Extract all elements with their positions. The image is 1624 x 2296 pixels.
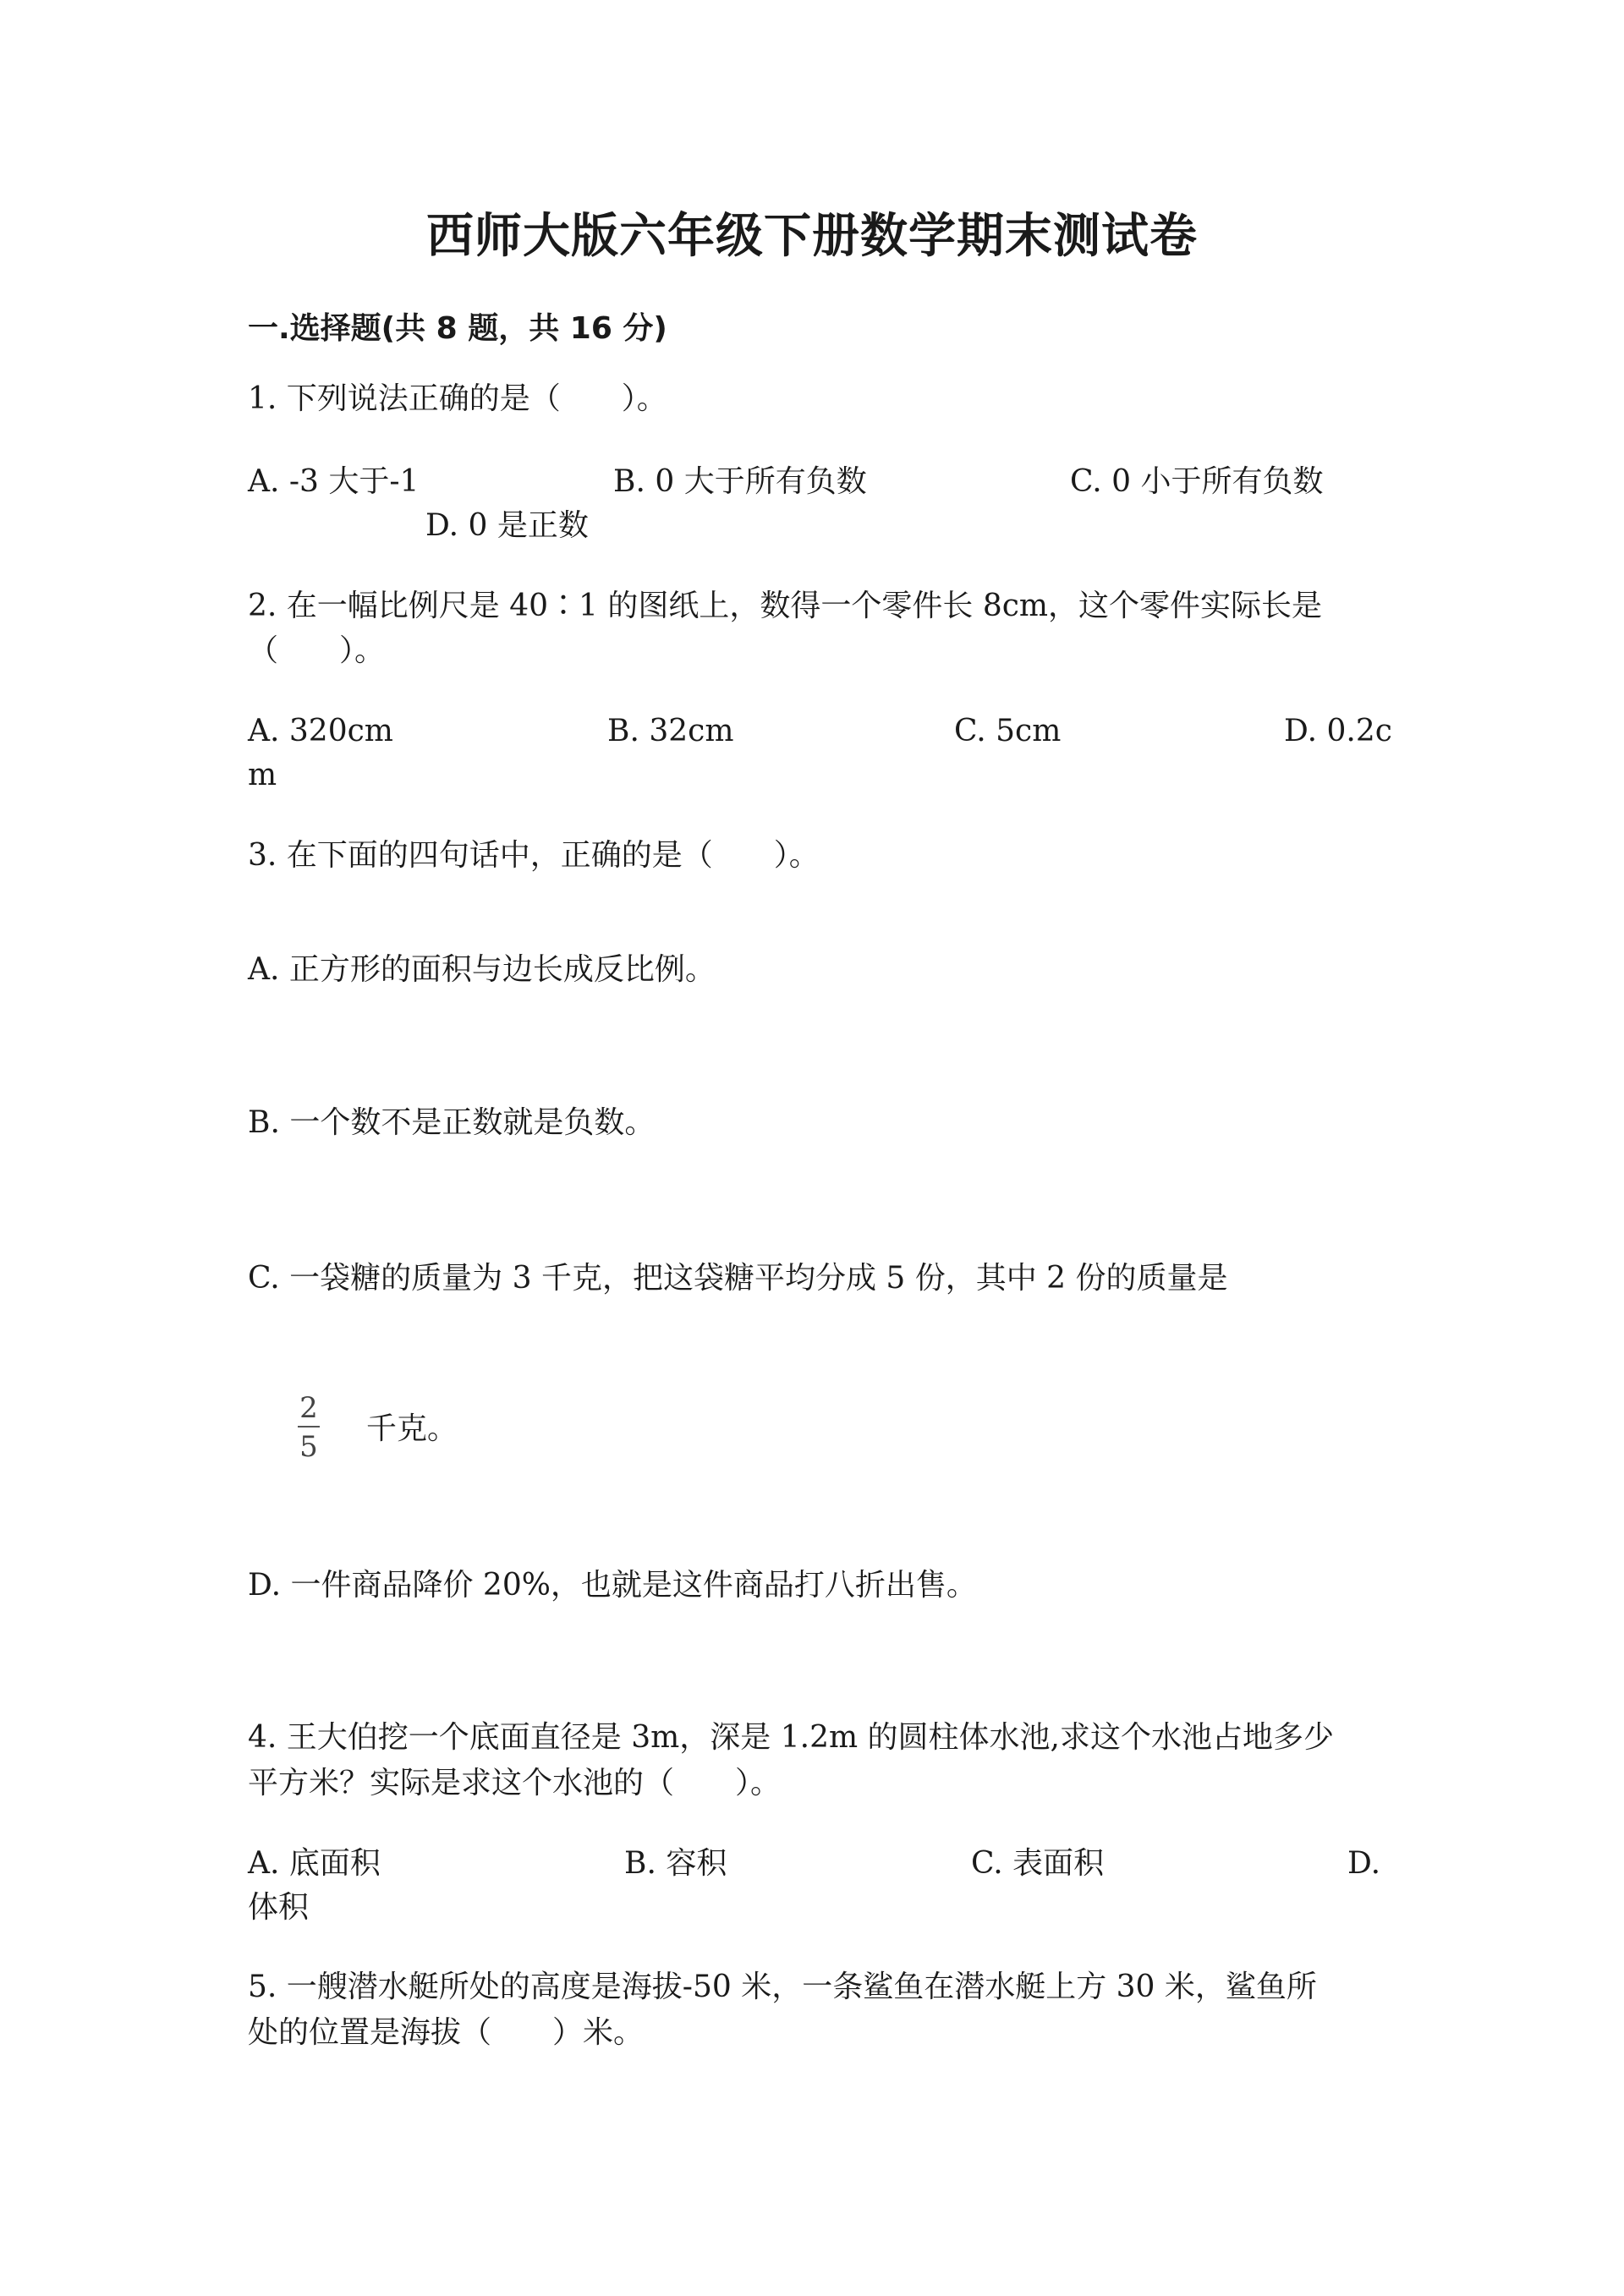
question-4-option-d-wrap: 体积 [248, 1890, 310, 1925]
question-3-option-d: D. 一件商品降价 20%，也就是这件商品打八折出售。 [248, 1568, 977, 1603]
fraction-numerator: 2 [299, 1391, 318, 1425]
question-1-stem: 1. 下列说法正确的是（ ）。 [248, 381, 667, 416]
question-5-stem-line-2: 处的位置是海拔（ ）米。 [248, 2015, 645, 2050]
question-2-stem-line-2: （ ）。 [248, 633, 386, 668]
question-1-option-b: B. 0 大于所有负数 [613, 464, 867, 499]
question-3-option-a: A. 正方形的面积与边长成反比例。 [248, 952, 716, 987]
question-3-option-b: B. 一个数不是正数就是负数。 [248, 1105, 656, 1140]
question-3-option-c: C. 一袋糖的质量为 3 千克，把这袋糖平均分成 5 份，其中 2 份的质量是 [248, 1261, 1228, 1296]
question-3-stem: 3. 在下面的四句话中，正确的是（ ）。 [248, 838, 820, 873]
fraction-denominator: 5 [299, 1430, 318, 1464]
question-2-option-b: B. 32cm [607, 714, 734, 748]
question-4-option-d: D. [1347, 1846, 1381, 1881]
question-5-stem-line-1: 5. 一艘潜水艇所处的高度是海拔-50 米，一条鲨鱼在潜水艇上方 30 米，鲨鱼所 [248, 1970, 1317, 2004]
question-4-stem-line-1: 4. 王大伯挖一个底面直径是 3m，深是 1.2m 的圆柱体水池,求这个水池占地多少 [248, 1720, 1334, 1755]
question-2-option-c: C. 5cm [954, 714, 1062, 748]
question-1-option-d: D. 0 是正数 [425, 508, 589, 543]
question-4-option-b: B. 容积 [624, 1846, 727, 1881]
question-2-stem-line-1: 2. 在一幅比例尺是 40∶1 的图纸上，数得一个零件长 8cm，这个零件实际长是 [248, 589, 1323, 623]
exam-title: 西师大版六年级下册数学期末测试卷 [426, 208, 1198, 264]
question-4-stem-line-2: 平方米？实际是求这个水池的（ ）。 [248, 1766, 782, 1800]
question-3-option-c-unit: 千克。 [366, 1411, 458, 1446]
fraction-two-fifths [296, 1391, 321, 1464]
question-1-option-c: C. 0 小于所有负数 [1070, 464, 1324, 499]
section-heading: 一.选择题(共 8 题，共 16 分) [248, 311, 667, 346]
question-1-option-a: A. -3 大于-1 [248, 464, 420, 499]
question-4-option-a: A. 底面积 [248, 1846, 381, 1881]
question-2-option-d: D. 0.2c [1284, 714, 1392, 748]
question-2-option-a: A. 320cm [248, 714, 393, 748]
question-2-option-d-wrap: m [248, 758, 277, 792]
question-4-option-c: C. 表面积 [971, 1846, 1105, 1881]
